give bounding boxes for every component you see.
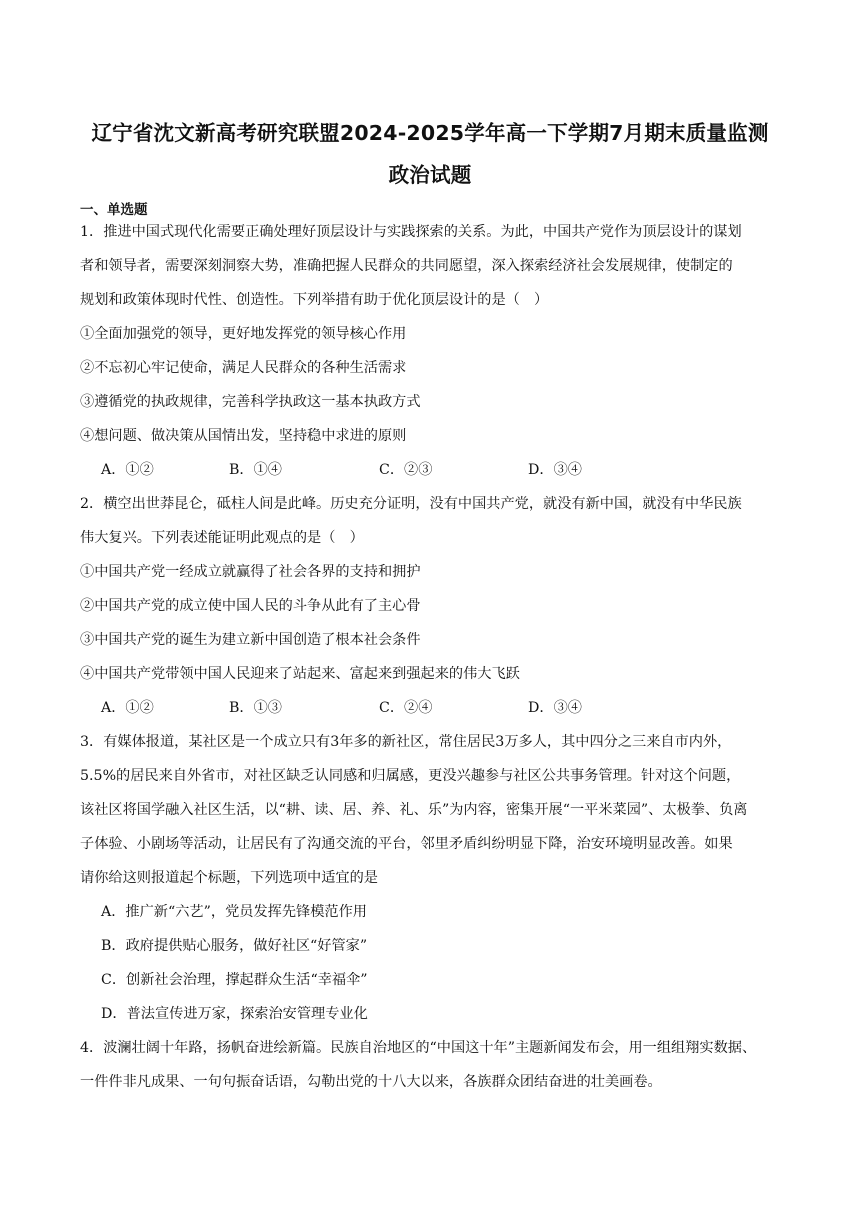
question-2-options: [0, 698, 860, 718]
option-d[interactable]: D．普法宣传进万家，探索治安管理专业化: [101, 1006, 368, 1022]
question-4-stem-line: 一件件非凡成果、一句句振奋话语，勾勒出党的十八大以来，各族群众团结奋进的壮美画卷。: [80, 1074, 662, 1090]
option-c[interactable]: C．创新社会治理，撑起群众生活“幸福伞”: [101, 972, 368, 988]
question-3-stem-line: 子体验、小剧场等活动，让居民有了沟通交流的平台，邻里矛盾纠纷明显下降，治安环境明显改善。如果: [80, 836, 733, 852]
question-3-stem-line: 5.5%的居民来自外省市，对社区缺乏认同感和归属感，更没兴趣参与社区公共事务管理。针对这个问题，: [80, 768, 741, 784]
option-d[interactable]: D．③④: [528, 462, 582, 478]
section-heading: 一、单选题: [80, 202, 148, 218]
option-c[interactable]: C．②④: [379, 700, 433, 716]
option-b[interactable]: B．①④: [229, 462, 282, 478]
question-2-item: ④中国共产党带领中国人民迎来了站起来、富起来到强起来的伟大飞跃: [80, 666, 520, 682]
question-1-options: [0, 460, 860, 480]
page-subtitle: 政治试题: [388, 163, 472, 187]
question-2-stem-line: 伟大复兴。下列表述能证明此观点的是（ ）: [80, 530, 364, 546]
option-d[interactable]: D．③④: [528, 700, 582, 716]
question-3-stem-line: 3．有媒体报道，某社区是一个成立只有3年多的新社区，常住居民3万多人，其中四分之三来自市内外，: [80, 734, 732, 750]
question-3-stem-line: 请你给这则报道起个标题，下列选项中适宜的是: [80, 870, 378, 886]
option-b[interactable]: B．政府提供贴心服务，做好社区“好管家”: [101, 938, 368, 954]
question-3-stem-line: 该社区将国学融入社区生活，以“耕、读、居、养、礼、乐”为内容，密集开展“一平米菜园”、太极拳、负离: [80, 802, 748, 818]
question-1-item: ②不忘初心牢记使命，满足人民群众的各种生活需求: [80, 360, 407, 376]
option-c[interactable]: C．②③: [379, 462, 433, 478]
question-1-stem-line: 1．推进中国式现代化需要正确处理好顶层设计与实践探索的关系。为此，中国共产党作为顶层设计的谋划: [80, 224, 742, 240]
question-2-stem-line: 2．横空出世莽昆仑，砥柱人间是此峰。历史充分证明，没有中国共产党，就没有新中国，就没有中华民族: [80, 496, 742, 512]
option-a[interactable]: A．①②: [101, 700, 154, 716]
question-2-item: ③中国共产党的诞生为建立新中国创造了根本社会条件: [80, 632, 421, 648]
question-2-item: ①中国共产党一经成立就赢得了社会各界的支持和拥护: [80, 564, 421, 580]
question-1-item: ③遵循党的执政规律，完善科学执政这一基本执政方式: [80, 394, 421, 410]
option-a[interactable]: A．推广新“六艺”，党员发挥先锋模范作用: [101, 904, 367, 920]
question-4-stem-line: 4．波澜壮阔十年路，扬帆奋进绘新篇。民族自治地区的“中国这十年”主题新闻发布会，用一组组翔实数据、: [80, 1040, 757, 1056]
question-1-item: ④想问题、做决策从国情出发，坚持稳中求进的原则: [80, 428, 407, 444]
question-2-item: ②中国共产党的成立使中国人民的斗争从此有了主心骨: [80, 598, 421, 614]
question-1-stem-line: 者和领导者，需要深刻洞察大势，准确把握人民群众的共同愿望，深入探索经济社会发展规律，使制定的: [80, 258, 733, 274]
option-a[interactable]: A．①②: [101, 462, 154, 478]
page-title: 辽宁省沈文新高考研究联盟2024-2025学年高一下学期7月期末质量监测: [91, 121, 769, 145]
option-b[interactable]: B．①③: [229, 700, 282, 716]
question-1-item: ①全面加强党的领导，更好地发挥党的领导核心作用: [80, 326, 407, 342]
question-1-stem-line: 规划和政策体现时代性、创造性。下列举措有助于优化顶层设计的是（ ）: [80, 292, 549, 308]
